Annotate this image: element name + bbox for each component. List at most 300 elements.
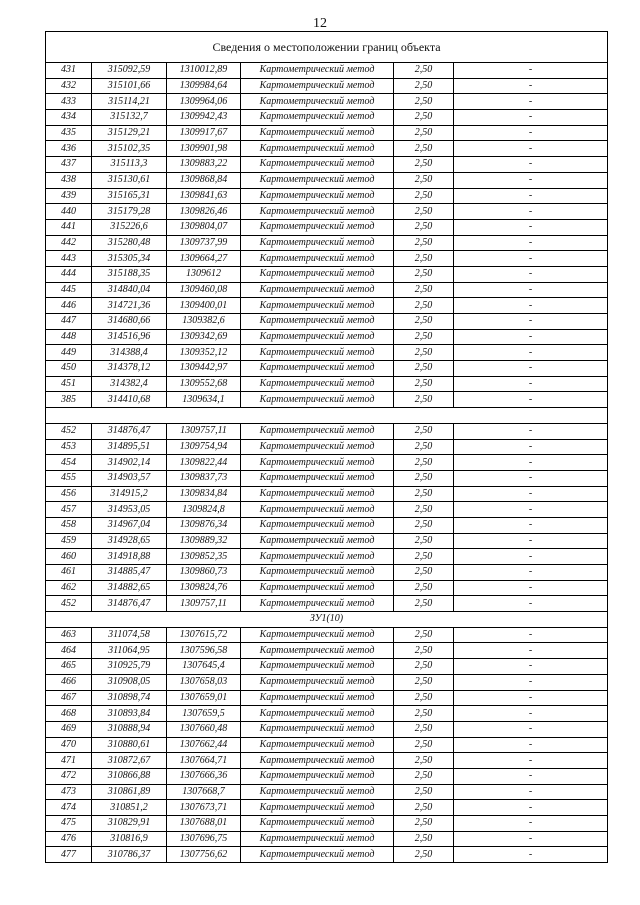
accuracy-cell: 2,50 bbox=[394, 486, 454, 502]
table-row bbox=[46, 78, 608, 94]
point-number-cell: 463 bbox=[46, 627, 92, 643]
accuracy-cell: 2,50 bbox=[394, 329, 454, 345]
y-coordinate-cell: 1307659,01 bbox=[167, 690, 241, 706]
method-cell: Картометрический метод bbox=[241, 282, 394, 298]
x-coordinate-cell: 314953,05 bbox=[92, 502, 167, 518]
point-number-cell: 459 bbox=[46, 533, 92, 549]
method-cell: Картометрический метод bbox=[241, 486, 394, 502]
table-row bbox=[46, 768, 608, 784]
method-cell: Картометрический метод bbox=[241, 753, 394, 769]
point-number-cell: 471 bbox=[46, 753, 92, 769]
x-coordinate-cell: 310893,84 bbox=[92, 706, 167, 722]
y-coordinate-cell: 1309834,84 bbox=[167, 486, 241, 502]
y-coordinate-cell: 1309754,94 bbox=[167, 439, 241, 455]
y-coordinate-cell: 1309442,97 bbox=[167, 361, 241, 377]
accuracy-cell: 2,50 bbox=[394, 63, 454, 79]
y-coordinate-cell: 1309460,08 bbox=[167, 282, 241, 298]
accuracy-cell: 2,50 bbox=[394, 470, 454, 486]
description-cell: - bbox=[454, 502, 608, 518]
accuracy-cell: 2,50 bbox=[394, 219, 454, 235]
table-row bbox=[46, 172, 608, 188]
x-coordinate-cell: 315305,34 bbox=[92, 251, 167, 267]
method-cell: Картометрический метод bbox=[241, 721, 394, 737]
table-row bbox=[46, 486, 608, 502]
method-cell: Картометрический метод bbox=[241, 376, 394, 392]
x-coordinate-cell: 314721,36 bbox=[92, 298, 167, 314]
x-coordinate-cell: 315113,3 bbox=[92, 157, 167, 173]
description-cell: - bbox=[454, 125, 608, 141]
method-cell: Картометрический метод bbox=[241, 768, 394, 784]
y-coordinate-cell: 1309342,69 bbox=[167, 329, 241, 345]
boundary-coordinates-table bbox=[45, 31, 608, 863]
x-coordinate-cell: 315188,35 bbox=[92, 266, 167, 282]
accuracy-cell: 2,50 bbox=[394, 533, 454, 549]
x-coordinate-cell: 310880,61 bbox=[92, 737, 167, 753]
description-cell: - bbox=[454, 141, 608, 157]
accuracy-cell: 2,50 bbox=[394, 784, 454, 800]
x-coordinate-cell: 310861,89 bbox=[92, 784, 167, 800]
description-cell: - bbox=[454, 423, 608, 439]
method-cell: Картометрический метод bbox=[241, 314, 394, 330]
y-coordinate-cell: 1309737,99 bbox=[167, 235, 241, 251]
description-cell: - bbox=[454, 768, 608, 784]
description-cell: - bbox=[454, 517, 608, 533]
y-coordinate-cell: 1309824,76 bbox=[167, 580, 241, 596]
y-coordinate-cell: 1309757,11 bbox=[167, 423, 241, 439]
point-number-cell: 476 bbox=[46, 831, 92, 847]
point-number-cell: 458 bbox=[46, 517, 92, 533]
y-coordinate-cell: 1309382,6 bbox=[167, 314, 241, 330]
x-coordinate-cell: 315179,28 bbox=[92, 204, 167, 220]
table-row bbox=[46, 235, 608, 251]
x-coordinate-cell: 314885,47 bbox=[92, 565, 167, 581]
y-coordinate-cell: 1307659,5 bbox=[167, 706, 241, 722]
point-number-cell: 468 bbox=[46, 706, 92, 722]
description-cell: - bbox=[454, 580, 608, 596]
description-cell: - bbox=[454, 235, 608, 251]
table-row bbox=[46, 282, 608, 298]
accuracy-cell: 2,50 bbox=[394, 94, 454, 110]
point-number-cell: 477 bbox=[46, 847, 92, 863]
y-coordinate-cell: 1310012,89 bbox=[167, 63, 241, 79]
table-row bbox=[46, 219, 608, 235]
description-cell: - bbox=[454, 690, 608, 706]
method-cell: Картометрический метод bbox=[241, 439, 394, 455]
accuracy-cell: 2,50 bbox=[394, 392, 454, 408]
accuracy-cell: 2,50 bbox=[394, 816, 454, 832]
x-coordinate-cell: 315130,61 bbox=[92, 172, 167, 188]
description-cell: - bbox=[454, 549, 608, 565]
point-number-cell: 461 bbox=[46, 565, 92, 581]
x-coordinate-cell: 314378,12 bbox=[92, 361, 167, 377]
point-number-cell: 433 bbox=[46, 94, 92, 110]
table-row bbox=[46, 204, 608, 220]
y-coordinate-cell: 1307673,71 bbox=[167, 800, 241, 816]
method-cell: Картометрический метод bbox=[241, 517, 394, 533]
x-coordinate-cell: 315102,35 bbox=[92, 141, 167, 157]
table-row bbox=[46, 800, 608, 816]
description-cell: - bbox=[454, 172, 608, 188]
description-cell: - bbox=[454, 847, 608, 863]
point-number-cell: 454 bbox=[46, 455, 92, 471]
method-cell: Картометрический метод bbox=[241, 816, 394, 832]
accuracy-cell: 2,50 bbox=[394, 721, 454, 737]
y-coordinate-cell: 1307696,75 bbox=[167, 831, 241, 847]
point-number-cell: 469 bbox=[46, 721, 92, 737]
point-number-cell: 431 bbox=[46, 63, 92, 79]
point-number-cell: 445 bbox=[46, 282, 92, 298]
x-coordinate-cell: 314882,65 bbox=[92, 580, 167, 596]
table-title: Сведения о местоположении границ объекта bbox=[46, 32, 608, 63]
method-cell: Картометрический метод bbox=[241, 110, 394, 126]
accuracy-cell: 2,50 bbox=[394, 423, 454, 439]
accuracy-cell: 2,50 bbox=[394, 768, 454, 784]
page-number: 12 bbox=[313, 16, 327, 31]
description-cell: - bbox=[454, 816, 608, 832]
method-cell: Картометрический метод bbox=[241, 423, 394, 439]
y-coordinate-cell: 1307660,48 bbox=[167, 721, 241, 737]
accuracy-cell: 2,50 bbox=[394, 737, 454, 753]
x-coordinate-cell: 314410,68 bbox=[92, 392, 167, 408]
description-cell: - bbox=[454, 627, 608, 643]
x-coordinate-cell: 315129,21 bbox=[92, 125, 167, 141]
accuracy-cell: 2,50 bbox=[394, 502, 454, 518]
point-number-cell: 440 bbox=[46, 204, 92, 220]
table-row bbox=[46, 298, 608, 314]
x-coordinate-cell: 314388,4 bbox=[92, 345, 167, 361]
method-cell: Картометрический метод bbox=[241, 674, 394, 690]
y-coordinate-cell: 1309876,34 bbox=[167, 517, 241, 533]
x-coordinate-cell: 310866,88 bbox=[92, 768, 167, 784]
description-cell: - bbox=[454, 361, 608, 377]
point-number-cell: 450 bbox=[46, 361, 92, 377]
method-cell: Картометрический метод bbox=[241, 125, 394, 141]
method-cell: Картометрический метод bbox=[241, 219, 394, 235]
x-coordinate-cell: 314895,51 bbox=[92, 439, 167, 455]
accuracy-cell: 2,50 bbox=[394, 298, 454, 314]
accuracy-cell: 2,50 bbox=[394, 251, 454, 267]
y-coordinate-cell: 1309889,32 bbox=[167, 533, 241, 549]
accuracy-cell: 2,50 bbox=[394, 125, 454, 141]
description-cell: - bbox=[454, 94, 608, 110]
point-number-cell: 446 bbox=[46, 298, 92, 314]
accuracy-cell: 2,50 bbox=[394, 204, 454, 220]
section-separator bbox=[46, 408, 608, 424]
y-coordinate-cell: 1309400,01 bbox=[167, 298, 241, 314]
method-cell: Картометрический метод bbox=[241, 627, 394, 643]
description-cell: - bbox=[454, 800, 608, 816]
method-cell: Картометрический метод bbox=[241, 643, 394, 659]
method-cell: Картометрический метод bbox=[241, 565, 394, 581]
x-coordinate-cell: 310908,05 bbox=[92, 674, 167, 690]
table-row bbox=[46, 753, 608, 769]
y-coordinate-cell: 1309612 bbox=[167, 266, 241, 282]
table-row bbox=[46, 533, 608, 549]
description-cell: - bbox=[454, 565, 608, 581]
y-coordinate-cell: 1309552,68 bbox=[167, 376, 241, 392]
accuracy-cell: 2,50 bbox=[394, 596, 454, 612]
point-number-cell: 460 bbox=[46, 549, 92, 565]
accuracy-cell: 2,50 bbox=[394, 659, 454, 675]
x-coordinate-cell: 311064,95 bbox=[92, 643, 167, 659]
y-coordinate-cell: 1309868,84 bbox=[167, 172, 241, 188]
table-row bbox=[46, 847, 608, 863]
x-coordinate-cell: 314915,2 bbox=[92, 486, 167, 502]
method-cell: Картометрический метод bbox=[241, 235, 394, 251]
accuracy-cell: 2,50 bbox=[394, 376, 454, 392]
description-cell: - bbox=[454, 314, 608, 330]
y-coordinate-cell: 1309984,64 bbox=[167, 78, 241, 94]
method-cell: Картометрический метод bbox=[241, 580, 394, 596]
point-number-cell: 439 bbox=[46, 188, 92, 204]
accuracy-cell: 2,50 bbox=[394, 847, 454, 863]
point-number-cell: 437 bbox=[46, 157, 92, 173]
y-coordinate-cell: 1309824,8 bbox=[167, 502, 241, 518]
section-row bbox=[46, 612, 608, 628]
accuracy-cell: 2,50 bbox=[394, 580, 454, 596]
x-coordinate-cell: 315165,31 bbox=[92, 188, 167, 204]
table-row bbox=[46, 659, 608, 675]
description-cell: - bbox=[454, 157, 608, 173]
y-coordinate-cell: 1309664,27 bbox=[167, 251, 241, 267]
description-cell: - bbox=[454, 219, 608, 235]
point-number-cell: 453 bbox=[46, 439, 92, 455]
method-cell: Картометрический метод bbox=[241, 596, 394, 612]
table-row bbox=[46, 784, 608, 800]
point-number-cell: 470 bbox=[46, 737, 92, 753]
point-number-cell: 435 bbox=[46, 125, 92, 141]
x-coordinate-cell: 314876,47 bbox=[92, 423, 167, 439]
method-cell: Картометрический метод bbox=[241, 361, 394, 377]
description-cell: - bbox=[454, 659, 608, 675]
point-number-cell: 451 bbox=[46, 376, 92, 392]
y-coordinate-cell: 1309883,22 bbox=[167, 157, 241, 173]
y-coordinate-cell: 1309804,07 bbox=[167, 219, 241, 235]
table-row bbox=[46, 549, 608, 565]
point-number-cell: 434 bbox=[46, 110, 92, 126]
x-coordinate-cell: 314382,4 bbox=[92, 376, 167, 392]
point-number-cell: 438 bbox=[46, 172, 92, 188]
x-coordinate-cell: 314928,65 bbox=[92, 533, 167, 549]
point-number-cell: 472 bbox=[46, 768, 92, 784]
accuracy-cell: 2,50 bbox=[394, 643, 454, 659]
description-cell: - bbox=[454, 470, 608, 486]
x-coordinate-cell: 315226,6 bbox=[92, 219, 167, 235]
point-number-cell: 474 bbox=[46, 800, 92, 816]
description-cell: - bbox=[454, 753, 608, 769]
description-cell: - bbox=[454, 251, 608, 267]
x-coordinate-cell: 314902,14 bbox=[92, 455, 167, 471]
description-cell: - bbox=[454, 298, 608, 314]
point-number-cell: 462 bbox=[46, 580, 92, 596]
table-row bbox=[46, 314, 608, 330]
accuracy-cell: 2,50 bbox=[394, 753, 454, 769]
accuracy-cell: 2,50 bbox=[394, 706, 454, 722]
table-row bbox=[46, 94, 608, 110]
x-coordinate-cell: 314516,96 bbox=[92, 329, 167, 345]
table-row bbox=[46, 439, 608, 455]
method-cell: Картометрический метод bbox=[241, 831, 394, 847]
accuracy-cell: 2,50 bbox=[394, 157, 454, 173]
accuracy-cell: 2,50 bbox=[394, 800, 454, 816]
table-row bbox=[46, 706, 608, 722]
table-row bbox=[46, 517, 608, 533]
accuracy-cell: 2,50 bbox=[394, 141, 454, 157]
table-row bbox=[46, 674, 608, 690]
y-coordinate-cell: 1307664,71 bbox=[167, 753, 241, 769]
x-coordinate-cell: 314680,66 bbox=[92, 314, 167, 330]
y-coordinate-cell: 1307615,72 bbox=[167, 627, 241, 643]
x-coordinate-cell: 310786,37 bbox=[92, 847, 167, 863]
point-number-cell: 432 bbox=[46, 78, 92, 94]
description-cell: - bbox=[454, 674, 608, 690]
description-cell: - bbox=[454, 204, 608, 220]
point-number-cell: 447 bbox=[46, 314, 92, 330]
description-cell: - bbox=[454, 596, 608, 612]
y-coordinate-cell: 1307662,44 bbox=[167, 737, 241, 753]
accuracy-cell: 2,50 bbox=[394, 235, 454, 251]
table-row bbox=[46, 345, 608, 361]
method-cell: Картометрический метод bbox=[241, 533, 394, 549]
description-cell: - bbox=[454, 376, 608, 392]
method-cell: Картометрический метод bbox=[241, 251, 394, 267]
y-coordinate-cell: 1307666,36 bbox=[167, 768, 241, 784]
point-number-cell: 466 bbox=[46, 674, 92, 690]
description-cell: - bbox=[454, 345, 608, 361]
description-cell: - bbox=[454, 706, 608, 722]
accuracy-cell: 2,50 bbox=[394, 314, 454, 330]
method-cell: Картометрический метод bbox=[241, 298, 394, 314]
description-cell: - bbox=[454, 643, 608, 659]
x-coordinate-cell: 314967,04 bbox=[92, 517, 167, 533]
table-row bbox=[46, 470, 608, 486]
y-coordinate-cell: 1309964,06 bbox=[167, 94, 241, 110]
point-number-cell: 464 bbox=[46, 643, 92, 659]
table-row bbox=[46, 596, 608, 612]
table-title-row bbox=[46, 32, 608, 63]
table-row bbox=[46, 580, 608, 596]
description-cell: - bbox=[454, 110, 608, 126]
point-number-cell: 465 bbox=[46, 659, 92, 675]
y-coordinate-cell: 1309917,67 bbox=[167, 125, 241, 141]
x-coordinate-cell: 315132,7 bbox=[92, 110, 167, 126]
method-cell: Картометрический метод bbox=[241, 549, 394, 565]
description-cell: - bbox=[454, 486, 608, 502]
x-coordinate-cell: 315101,66 bbox=[92, 78, 167, 94]
x-coordinate-cell: 310851,2 bbox=[92, 800, 167, 816]
table-row bbox=[46, 565, 608, 581]
method-cell: Картометрический метод bbox=[241, 690, 394, 706]
method-cell: Картометрический метод bbox=[241, 188, 394, 204]
x-coordinate-cell: 314918,88 bbox=[92, 549, 167, 565]
accuracy-cell: 2,50 bbox=[394, 110, 454, 126]
method-cell: Картометрический метод bbox=[241, 455, 394, 471]
accuracy-cell: 2,50 bbox=[394, 361, 454, 377]
accuracy-cell: 2,50 bbox=[394, 549, 454, 565]
table-row bbox=[46, 141, 608, 157]
point-number-cell: 455 bbox=[46, 470, 92, 486]
point-number-cell: 436 bbox=[46, 141, 92, 157]
accuracy-cell: 2,50 bbox=[394, 345, 454, 361]
y-coordinate-cell: 1307645,4 bbox=[167, 659, 241, 675]
y-coordinate-cell: 1309822,44 bbox=[167, 455, 241, 471]
method-cell: Картометрический метод bbox=[241, 706, 394, 722]
accuracy-cell: 2,50 bbox=[394, 439, 454, 455]
description-cell: - bbox=[454, 78, 608, 94]
table-row bbox=[46, 329, 608, 345]
table-row bbox=[46, 737, 608, 753]
point-number-cell: 385 bbox=[46, 392, 92, 408]
point-number-cell: 452 bbox=[46, 423, 92, 439]
table-row bbox=[46, 690, 608, 706]
x-coordinate-cell: 310872,67 bbox=[92, 753, 167, 769]
x-coordinate-cell: 315114,21 bbox=[92, 94, 167, 110]
method-cell: Картометрический метод bbox=[241, 78, 394, 94]
description-cell: - bbox=[454, 282, 608, 298]
method-cell: Картометрический метод bbox=[241, 847, 394, 863]
table-row bbox=[46, 816, 608, 832]
y-coordinate-cell: 1309942,43 bbox=[167, 110, 241, 126]
accuracy-cell: 2,50 bbox=[394, 78, 454, 94]
method-cell: Картометрический метод bbox=[241, 737, 394, 753]
point-number-cell: 449 bbox=[46, 345, 92, 361]
point-number-cell: 456 bbox=[46, 486, 92, 502]
y-coordinate-cell: 1309837,73 bbox=[167, 470, 241, 486]
boundary-table-container bbox=[45, 31, 607, 863]
y-coordinate-cell: 1309634,1 bbox=[167, 392, 241, 408]
point-number-cell: 457 bbox=[46, 502, 92, 518]
accuracy-cell: 2,50 bbox=[394, 627, 454, 643]
accuracy-cell: 2,50 bbox=[394, 266, 454, 282]
table-row bbox=[46, 502, 608, 518]
method-cell: Картометрический метод bbox=[241, 63, 394, 79]
accuracy-cell: 2,50 bbox=[394, 674, 454, 690]
description-cell: - bbox=[454, 439, 608, 455]
x-coordinate-cell: 315092,59 bbox=[92, 63, 167, 79]
accuracy-cell: 2,50 bbox=[394, 282, 454, 298]
table-body bbox=[46, 32, 608, 863]
table-row bbox=[46, 266, 608, 282]
x-coordinate-cell: 310925,79 bbox=[92, 659, 167, 675]
method-cell: Картометрический метод bbox=[241, 784, 394, 800]
method-cell: Картометрический метод bbox=[241, 266, 394, 282]
point-number-cell: 448 bbox=[46, 329, 92, 345]
table-row bbox=[46, 251, 608, 267]
y-coordinate-cell: 1307596,58 bbox=[167, 643, 241, 659]
method-cell: Картометрический метод bbox=[241, 502, 394, 518]
table-row bbox=[46, 188, 608, 204]
y-coordinate-cell: 1307658,03 bbox=[167, 674, 241, 690]
method-cell: Картометрический метод bbox=[241, 659, 394, 675]
table-row bbox=[46, 721, 608, 737]
point-number-cell: 475 bbox=[46, 816, 92, 832]
description-cell: - bbox=[454, 533, 608, 549]
table-row bbox=[46, 157, 608, 173]
table-row bbox=[46, 831, 608, 847]
method-cell: Картометрический метод bbox=[241, 470, 394, 486]
x-coordinate-cell: 314903,57 bbox=[92, 470, 167, 486]
table-row bbox=[46, 125, 608, 141]
description-cell: - bbox=[454, 721, 608, 737]
method-cell: Картометрический метод bbox=[241, 157, 394, 173]
table-row bbox=[46, 643, 608, 659]
description-cell: - bbox=[454, 831, 608, 847]
accuracy-cell: 2,50 bbox=[394, 188, 454, 204]
point-number-cell: 473 bbox=[46, 784, 92, 800]
x-coordinate-cell: 310816,9 bbox=[92, 831, 167, 847]
table-row bbox=[46, 63, 608, 79]
description-cell: - bbox=[454, 392, 608, 408]
